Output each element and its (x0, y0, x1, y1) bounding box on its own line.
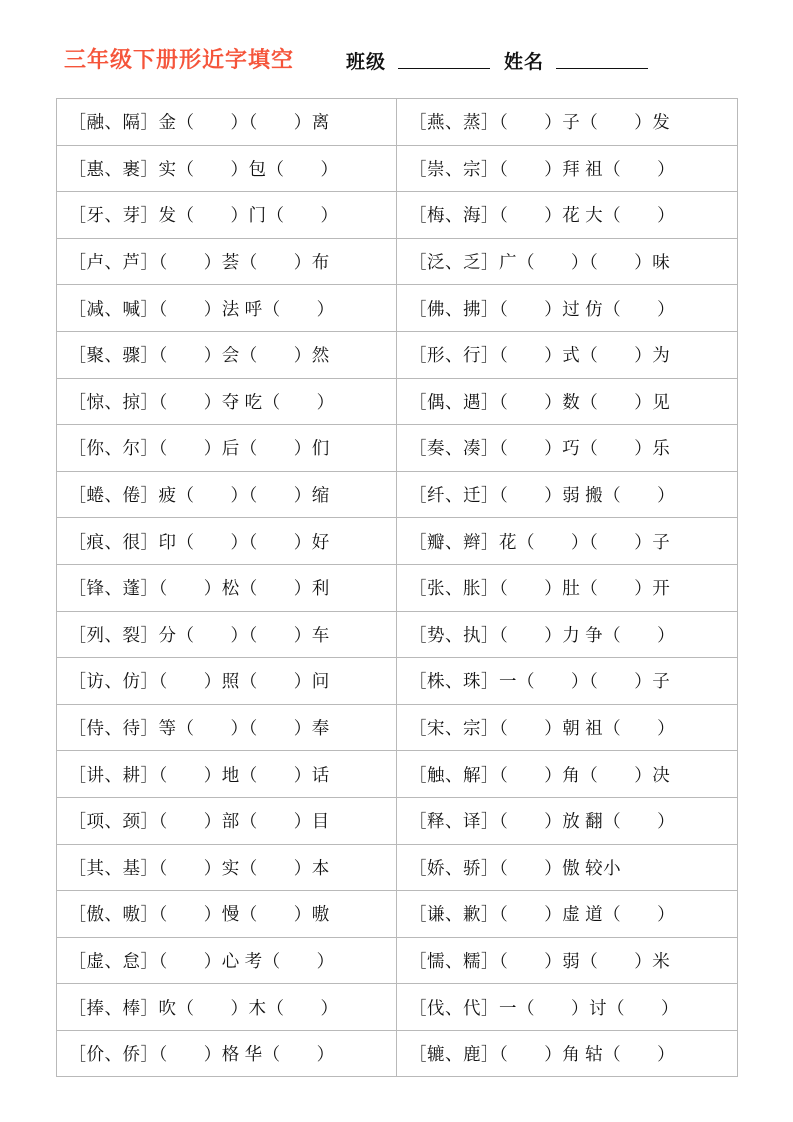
exercise-cell-right[interactable]: ［伐、代］一（ ）讨（ ） (397, 984, 738, 1031)
class-input-line[interactable] (398, 68, 490, 69)
exercise-cell-left[interactable]: ［侍、待］等（ ）（ ）奉 (56, 704, 397, 751)
exercise-cell-left[interactable]: ［惠、裹］实（ ）包（ ） (56, 145, 397, 192)
exercise-cell-left[interactable]: ［融、隔］金（ ）（ ）离 (56, 99, 397, 146)
exercise-cell-left[interactable]: ［价、侨］（ ）格 华（ ） (56, 1030, 397, 1077)
page-title: 三年级下册形近字填空 (64, 47, 295, 72)
table-row (56, 1030, 737, 1077)
exercise-cell-right[interactable]: ［懦、糯］（ ）弱（ ）米 (397, 937, 738, 984)
exercise-table (56, 98, 738, 1077)
table-row (56, 564, 737, 611)
table-row (56, 984, 737, 1031)
exercise-cell-right[interactable]: ［奏、凑］（ ）巧（ ）乐 (397, 425, 738, 472)
exercise-cell-left[interactable]: ［蜷、倦］疲（ ）（ ）缩 (56, 471, 397, 518)
exercise-cell-left[interactable]: ［减、喊］（ ）法 呼（ ） (56, 285, 397, 332)
table-row (56, 238, 737, 285)
exercise-cell-left[interactable]: ［惊、掠］（ ）夺 吃（ ） (56, 378, 397, 425)
table-row (56, 844, 737, 891)
exercise-cell-right[interactable]: ［梅、海］（ ）花 大（ ） (397, 192, 738, 239)
exercise-cell-left[interactable]: ［捧、棒］吹（ ）木（ ） (56, 984, 397, 1031)
table-row (56, 331, 737, 378)
exercise-cell-left[interactable]: ［卢、芦］（ ）荟（ ）布 (56, 238, 397, 285)
exercise-cell-left[interactable]: ［痕、很］印（ ）（ ）好 (56, 518, 397, 565)
name-input-line[interactable] (556, 68, 648, 69)
exercise-cell-right[interactable]: ［娇、骄］（ ）傲 较小 (397, 844, 738, 891)
name-label: 姓名 (504, 52, 545, 73)
exercise-cell-right[interactable]: ［泛、乏］广（ ）（ ）味 (397, 238, 738, 285)
exercise-cell-left[interactable]: ［你、尔］（ ）后（ ）们 (56, 425, 397, 472)
exercise-cell-left[interactable]: ［锋、蓬］（ ）松（ ）利 (56, 564, 397, 611)
table-row (56, 937, 737, 984)
exercise-cell-left[interactable]: ［傲、嗷］（ ）慢（ ）嗷 (56, 891, 397, 938)
exercise-cell-left[interactable]: ［访、仿］（ ）照（ ）问 (56, 658, 397, 705)
table-row (56, 425, 737, 472)
exercise-cell-left[interactable]: ［虚、怠］（ ）心 考（ ） (56, 937, 397, 984)
table-row (56, 797, 737, 844)
exercise-cell-right[interactable]: ［偶、遇］（ ）数（ ）见 (397, 378, 738, 425)
student-info-fields (346, 47, 652, 74)
table-row (56, 611, 737, 658)
table-row (56, 891, 737, 938)
exercise-cell-right[interactable]: ［瓣、辫］花（ ）（ ）子 (397, 518, 738, 565)
exercise-cell-left[interactable]: ［牙、芽］发（ ）门（ ） (56, 192, 397, 239)
exercise-cell-right[interactable]: ［谦、歉］（ ）虚 道（ ） (397, 891, 738, 938)
table-row (56, 145, 737, 192)
table-row (56, 378, 737, 425)
exercise-cell-left[interactable]: ［其、基］（ ）实（ ）本 (56, 844, 397, 891)
class-label: 班级 (346, 52, 387, 73)
exercise-cell-left[interactable]: ［列、裂］分（ ）（ ）车 (56, 611, 397, 658)
table-row (56, 658, 737, 705)
exercise-cell-right[interactable]: ［辘、鹿］（ ）角 轱（ ） (397, 1030, 738, 1077)
exercise-cell-right[interactable]: ［形、行］（ ）式（ ）为 (397, 331, 738, 378)
exercise-cell-right[interactable]: ［宋、宗］（ ）朝 祖（ ） (397, 704, 738, 751)
exercise-cell-right[interactable]: ［释、译］（ ）放 翻（ ） (397, 797, 738, 844)
table-row (56, 192, 737, 239)
exercise-cell-right[interactable]: ［触、解］（ ）角（ ）决 (397, 751, 738, 798)
exercise-cell-right[interactable]: ［株、珠］一（ ）（ ）子 (397, 658, 738, 705)
table-row (56, 518, 737, 565)
table-row (56, 471, 737, 518)
exercise-cell-left[interactable]: ［讲、耕］（ ）地（ ）话 (56, 751, 397, 798)
exercise-cell-right[interactable]: ［势、执］（ ）力 争（ ） (397, 611, 738, 658)
exercise-cell-left[interactable]: ［项、颈］（ ）部（ ）目 (56, 797, 397, 844)
table-row (56, 704, 737, 751)
exercise-cell-right[interactable]: ［张、胀］（ ）肚（ ）开 (397, 564, 738, 611)
exercise-cell-right[interactable]: ［纤、迁］（ ）弱 搬（ ） (397, 471, 738, 518)
table-row (56, 285, 737, 332)
table-row (56, 99, 737, 146)
exercise-cell-right[interactable]: ［燕、蒸］（ ）子（ ）发 (397, 99, 738, 146)
exercise-cell-right[interactable]: ［佛、拂］（ ）过 仿（ ） (397, 285, 738, 332)
page-header (0, 0, 793, 74)
exercise-cell-right[interactable]: ［崇、宗］（ ）拜 祖（ ） (397, 145, 738, 192)
exercise-table-body (56, 99, 737, 1077)
exercise-cell-left[interactable]: ［聚、骤］（ ）会（ ）然 (56, 331, 397, 378)
table-row (56, 751, 737, 798)
